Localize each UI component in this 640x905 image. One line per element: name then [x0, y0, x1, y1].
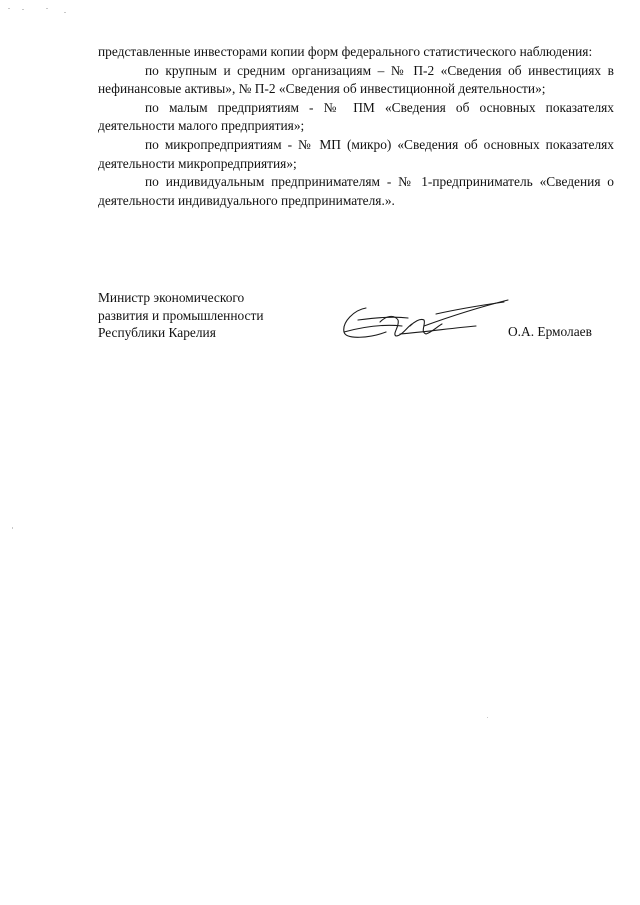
paragraph-small-enterprises: по малым предприятиям - № ПМ «Сведения об основных показателях деятельности малого предприятия»; — [98, 99, 614, 134]
paragraph-micro-enterprises: по микропредприятиям - № МП (микро) «Сведения об основных показателях деятельности микропредприятия»; — [98, 136, 614, 171]
position-line: Республики Карелия — [98, 325, 216, 340]
signatory-name: О.А. Ермолаев — [508, 324, 592, 339]
scan-speck — [22, 9, 24, 10]
scan-speck — [46, 8, 48, 9]
handwritten-signature-icon — [336, 296, 516, 346]
scan-speck — [8, 8, 10, 9]
paragraph-individual-entrepreneurs: по индивидуальным предпринимателям - № 1-предприниматель «Сведения о деятельности индивидуального предпринимателя.». — [98, 174, 614, 208]
paragraph-intro: представленные инвесторами копии форм федерального статистического наблюдения: — [98, 44, 593, 59]
scan-speck — [487, 717, 488, 718]
paragraph-large-organizations: по крупным и средним организациям – № П-2 «Сведения об инвестициях в нефинансовые активы», № П-2 «Сведения об инвестиционной деятельности»; — [98, 62, 614, 97]
scan-speck — [64, 12, 66, 13]
scan-speck — [12, 527, 13, 529]
position-line: Министр экономического — [98, 290, 245, 305]
position-line: развития и промышленности — [98, 307, 264, 323]
document-body — [98, 43, 614, 210]
